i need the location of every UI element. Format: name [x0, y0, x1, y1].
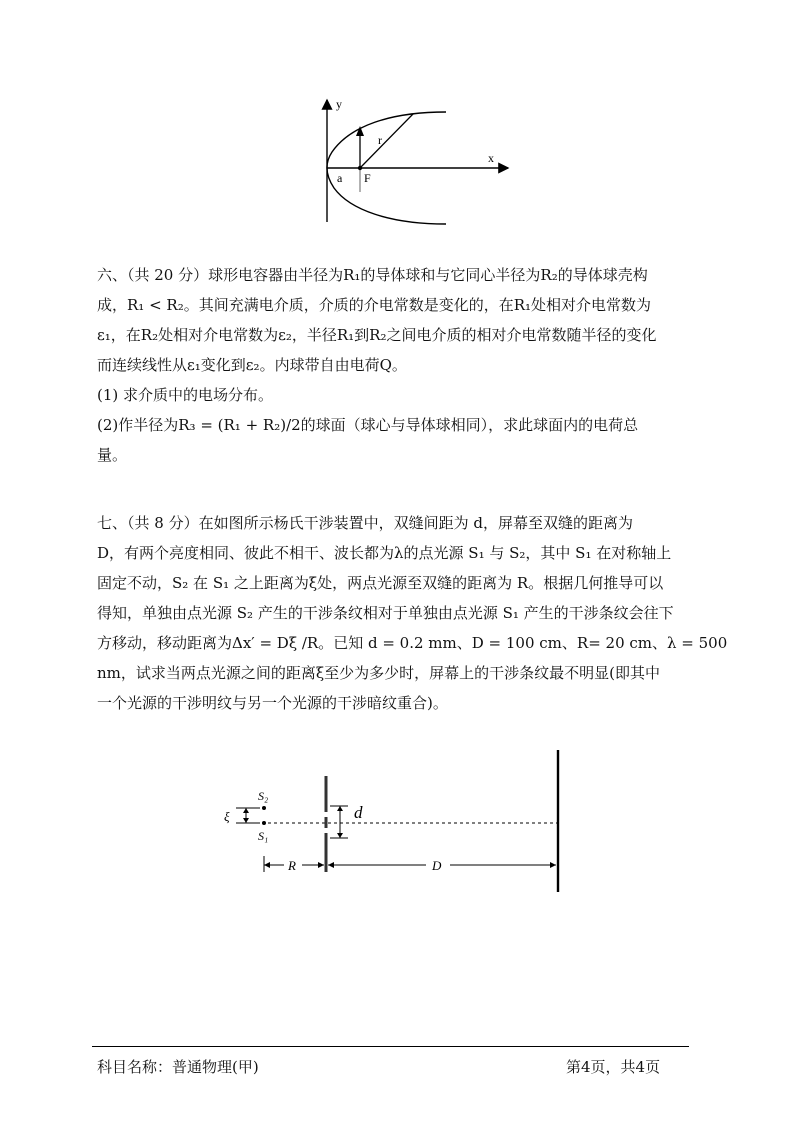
label-s2: S₂	[258, 789, 269, 803]
source-s2	[262, 806, 266, 810]
r-arrow-left	[264, 862, 270, 868]
focus-point	[358, 166, 362, 170]
label-f: F	[364, 171, 371, 185]
label-xi: ξ	[224, 809, 230, 824]
problem-7	[97, 508, 728, 718]
source-s1	[262, 821, 266, 825]
problem-6-line: 而连续线性从ε₁变化到ε₂。内球带自由电荷Q。	[97, 356, 407, 374]
figure-conic	[310, 92, 520, 232]
dd-arrow-left	[328, 862, 334, 868]
r-arrow-right	[318, 862, 324, 868]
problem-6-line: 成，R₁ < R₂。其间充满电介质，介质的介电常数是变化的，在R₁处相对介电常数为	[97, 296, 652, 314]
problem-7-line: 方移动，移动距离为Δx′ = Dξ /R。已知 d = 0.2 mm、D = 100 cm、R= 20 cm、λ = 500	[97, 634, 728, 652]
d-arrow-up	[337, 806, 343, 811]
problem-6-subquestion-2: (2)作半径为R₃ = (R₁ + R₂)/2的球面（球心与导体球相同），求此球面内的电荷总	[97, 416, 639, 434]
label-dd: D	[432, 858, 442, 873]
label-y: y	[336, 97, 342, 111]
problem-6-subquestion-1: (1) 求介质中的电场分布。	[97, 386, 274, 404]
xi-arrow-up	[243, 808, 249, 813]
footer-divider	[92, 1046, 689, 1047]
problem-7-line: 得知，单独由点光源 S₂ 产生的干涉条纹相对于单独由点光源 S₁ 产生的干涉条纹会往下	[97, 604, 674, 622]
footer-page-number: 第4页，共4页	[566, 1058, 661, 1076]
label-a: a	[337, 171, 343, 185]
label-r: r	[378, 133, 382, 147]
figure-young-interference	[218, 746, 568, 896]
problem-7-line: D，有两个亮度相同、彼此不相干、波长都为λ的点光源 S₁ 与 S₂，其中 S₁ 在对称轴上	[97, 544, 672, 562]
problem-6-line: ε₁，在R₂处相对介电常数为ε₂，半径R₁到R₂之间电介质的相对介电常数随半径的变化	[97, 326, 657, 344]
label-d: d	[354, 803, 363, 822]
problem-7-line: 七、（共 8 分）在如图所示杨氏干涉装置中，双缝间距为 d，屏幕至双缝的距离为	[97, 514, 633, 532]
xi-arrow-down	[243, 818, 249, 823]
problem-7-line: 一个光源的干涉明纹与另一个光源的干涉暗纹重合)。	[97, 694, 448, 712]
label-x: x	[488, 151, 494, 165]
dd-arrow-right	[550, 862, 556, 868]
problem-6-line: 六、（共 20 分）球形电容器由半径为R₁的导体球和与它同心半径为R₂的导体球壳构	[97, 266, 648, 284]
problem-7-line: nm，试求当两点光源之间的距离ξ至少为多少时，屏幕上的干涉条纹最不明显(即其中	[97, 664, 661, 682]
radius-line	[360, 114, 413, 168]
problem-7-line: 固定不动，S₂ 在 S₁ 之上距离为ξ处，两点光源至双缝的距离为 R。根据几何推导可以	[97, 574, 664, 592]
label-r: R	[288, 858, 296, 873]
problem-6-line: 量。	[97, 446, 128, 464]
d-arrow-down	[337, 833, 343, 838]
footer-subject: 科目名称：普通物理(甲)	[97, 1058, 259, 1076]
problem-6	[97, 260, 697, 470]
label-s1: S₁	[258, 829, 269, 843]
